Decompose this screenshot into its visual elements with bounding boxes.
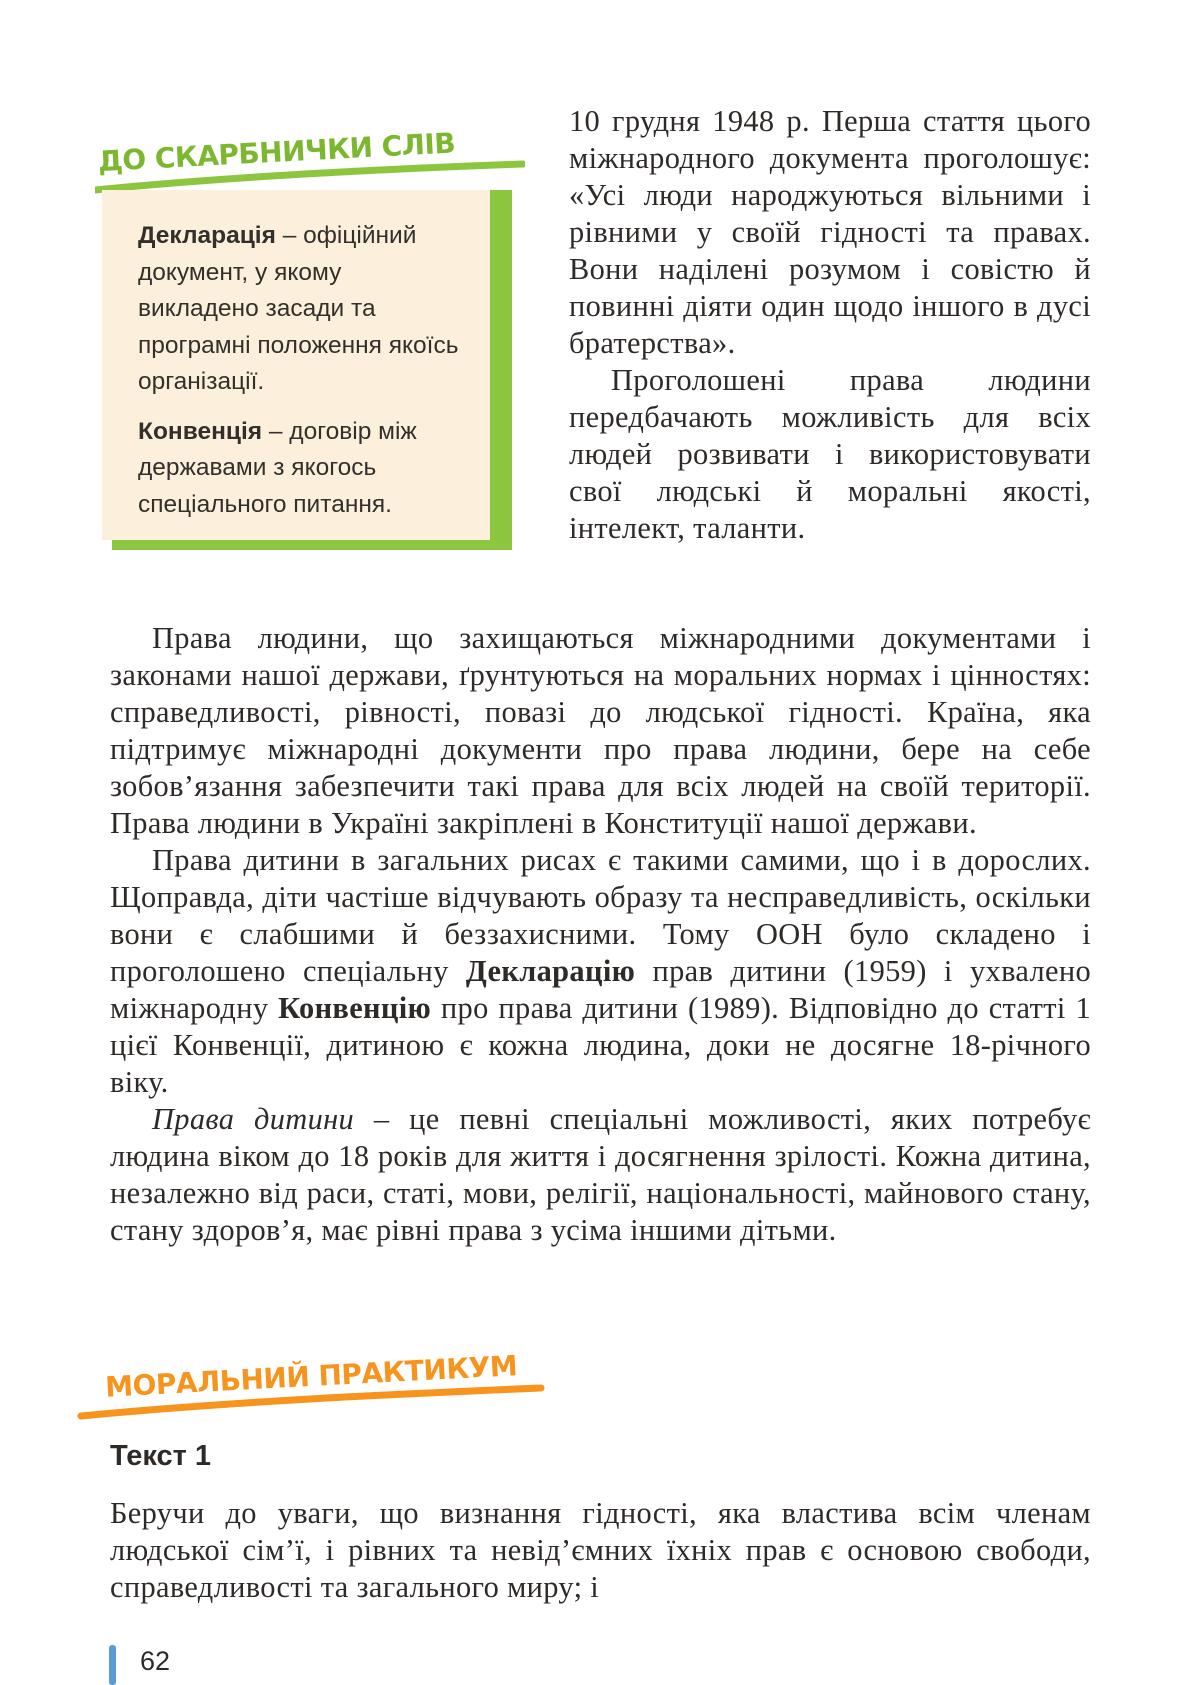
bold-term: Конвенцію [278,991,432,1025]
vocabulary-term: Декларація [138,222,276,249]
text-span: про права дитини (1989). Відповідно до статті 1 цієї Конвенції, дитиною є кожна людина, доки не досягне 18-річного віку. [110,991,1091,1099]
text-span: прав дитини (1959) і ухвалено міжнародну [110,954,1091,1025]
paragraph-human-rights: Права людини, що захищаються міжнародними документами і законами нашої держави, ґрунтуються на моральних нормах і цінностях: справедливості, рівності, повазі до людської гідності. Країна, яка підтримує міжнародні документи про права людини, бере на себе зобов’язання забезпечити такі права для всіх людей на своїй території. Права людини в Україні закріплені в Конституції нашої держави. [110,621,1091,840]
vocabulary-term: Конвенція [138,417,263,445]
text-span: – це певні спеціальні можливості, яких потребує людина віком до 18 років для життя і досягнення зрілості. Кожна дитина, незалежно від раси, статі, мови, релігії, національності, майнового стану, стану здоров’я, має рівні права з усіма іншими дітьми. [110,1102,1091,1247]
text-span: Права дитини в загальних рисах є такими самими, що і в дорослих. Щоправда, діти частіше відчувають образу та несправедливість, оскільки вони є слабшими й беззахисними. Тому ООН було складено і проголошено спеціальну [110,843,1091,988]
paragraph-child-rights [110,842,1091,1101]
vocabulary-card [102,190,490,540]
practicum-heading [75,1332,545,1422]
page-number: 62 [140,1646,171,1676]
main-body [110,620,1091,1249]
vocabulary-definition: – договір між державами з якогось спеціального питання. [138,417,417,518]
text-heading: Текст 1 [110,1440,212,1472]
paragraph-child-rights-definition [110,1101,1091,1249]
right-column [569,103,1091,547]
vocabulary-entry-declaration [138,218,468,401]
vocabulary-entry-convention [138,414,468,524]
practicum-body [110,1495,1091,1606]
paragraph-proclaimed-rights: Проголошені права людини передбачають можливість для всіх людей розвивати і використовувати свої людські й моральні якості, інтелект, таланти. [569,363,1091,545]
vocabulary-heading [95,112,525,202]
page-marker-bar [109,1645,116,1685]
vocabulary-heading-text: ДО СКАРБНИЧКИ СЛІВ [97,126,456,179]
practicum-heading-text: МОРАЛЬНИЙ ПРАКТИКУМ [104,1349,518,1404]
bold-term: Декларацію [465,954,636,988]
paragraph-declaration-article: 10 грудня 1948 р. Перша стаття цього міжнародного документа проголошує: «Усі люди народжуються вільними і рівними у своїй гідності та правах. Вони наділені розумом і совістю й повинні діяти один щодо іншого в дусі братерства». [569,104,1091,360]
paragraph-text-1: Беручи до уваги, що визнання гідності, яка властива всім членам людської сім’ї, і рівних та невід’ємних їхніх прав є основою свободи, справедливості та загального миру; і [110,1496,1091,1604]
italic-term: Права дитини [152,1102,355,1136]
vocabulary-definition: – офіційний документ, у якому викладено засади та програмні положення якоїсь організації. [138,222,459,395]
vocabulary-box [112,190,512,550]
